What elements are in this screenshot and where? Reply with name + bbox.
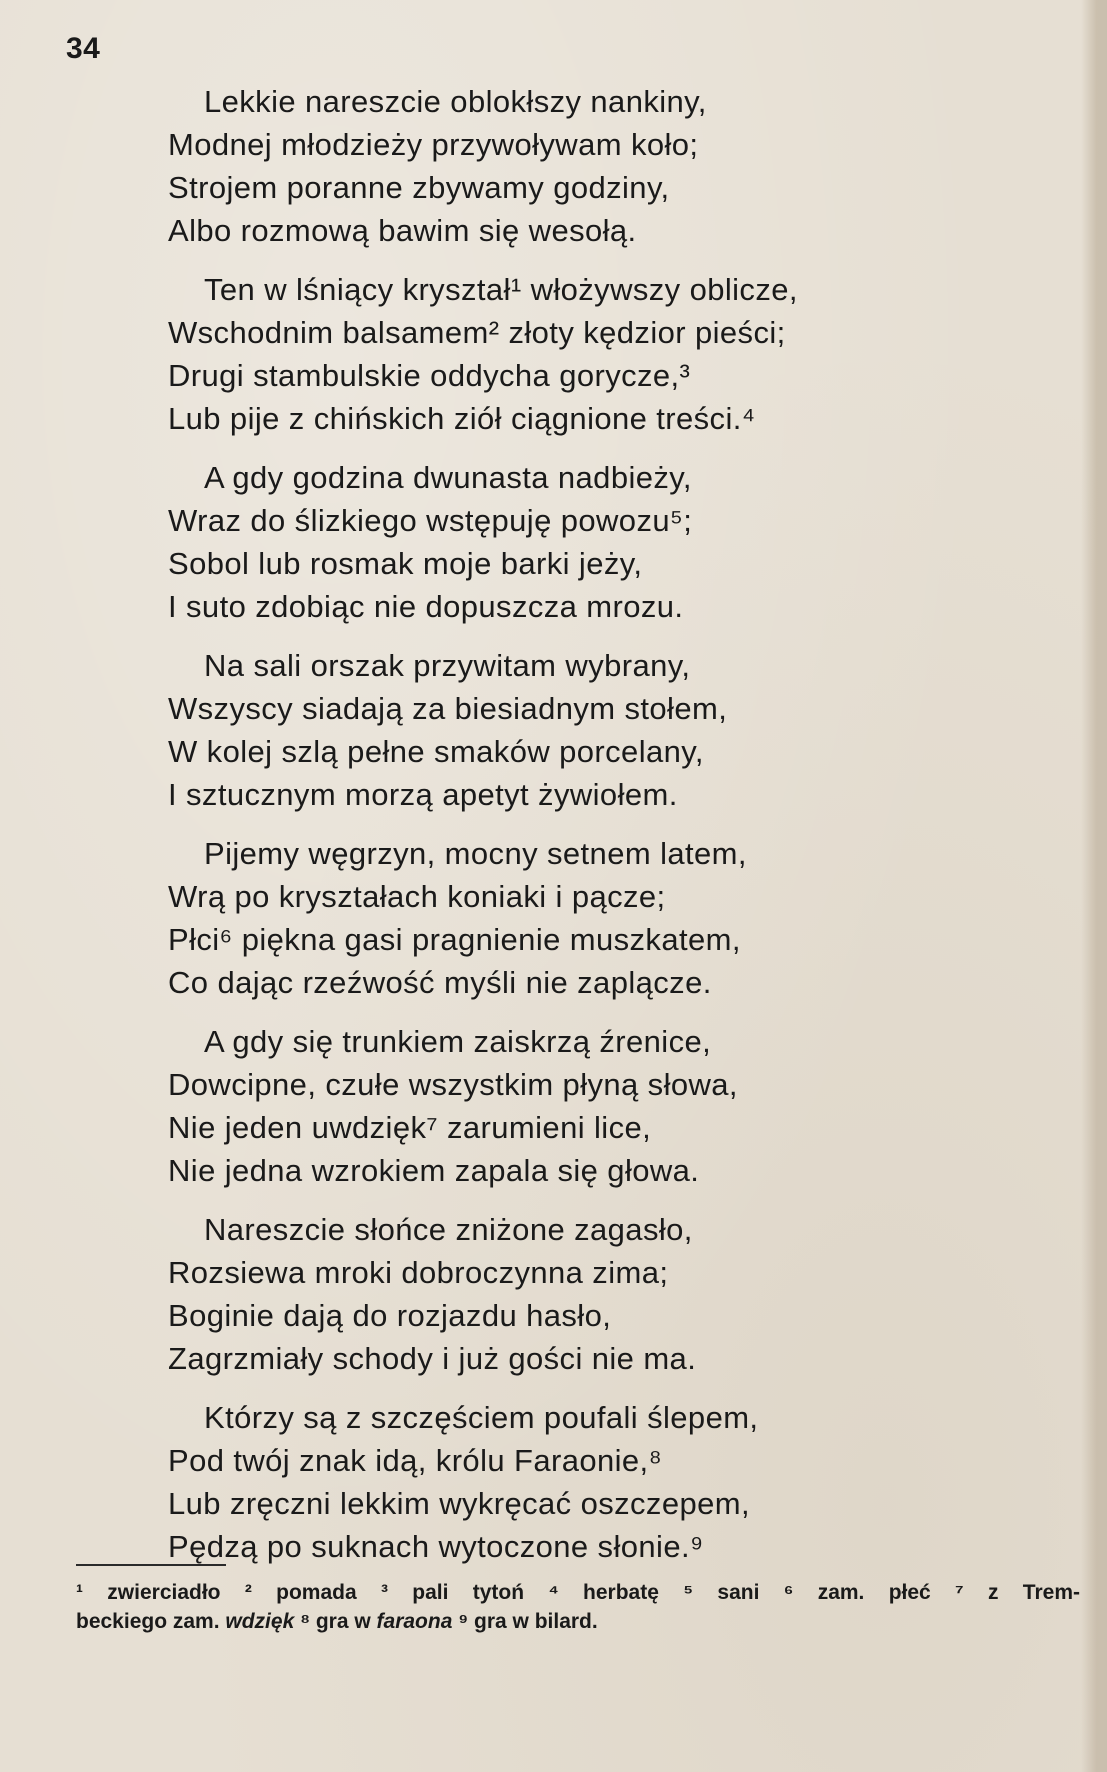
verse-line: Pędzą po suknach wytoczone słonie.⁹ — [168, 1529, 704, 1564]
verse-line: Sobol lub rosmak moje barki jeży, — [168, 546, 643, 581]
verse-line: Którzy są z szczęściem poufali ślepem, — [204, 1400, 759, 1435]
verse-line: A gdy się trunkiem zaiskrzą źrenice, — [204, 1024, 712, 1059]
verse-line: Lekkie nareszcie oblokłszy nankiny, — [204, 84, 707, 119]
verse-line: Nareszcie słońce zniżone zagasło, — [204, 1212, 693, 1247]
footnote-text: ⁹ gra w bilard. — [452, 1610, 598, 1633]
stanza-gap — [168, 1380, 1048, 1396]
stanza-4 — [168, 644, 1048, 816]
verse-line: I suto zdobiąc nie dopuszcza mrozu. — [168, 589, 684, 624]
stanza-8 — [168, 1396, 1048, 1568]
poem — [168, 80, 1048, 1568]
verse-line: Nie jeden uwdzięk⁷ zarumieni lice, — [168, 1110, 652, 1145]
stanza-5 — [168, 832, 1048, 1004]
footnote-italic-term: faraona — [376, 1610, 453, 1633]
verse-line: Rozsiewa mroki dobroczynna zima; — [168, 1255, 669, 1290]
verse-line: I sztucznym morzą apetyt żywiołem. — [168, 777, 678, 812]
stanza-3 — [168, 456, 1048, 628]
footnote-line-1: ¹ zwierciadło ² pomada ³ pali tytoń ⁴ herbatę ⁵ sani ⁶ zam. płeć ⁷ z Trem- — [76, 1581, 1080, 1604]
footnotes — [76, 1578, 1086, 1636]
verse-line: Drugi stambulskie oddycha gorycze,³ — [168, 358, 691, 393]
verse-line: Nie jedna wzrokiem zapala się głowa. — [168, 1153, 700, 1188]
stanza-gap — [168, 440, 1048, 456]
verse-line: Wraz do ślizkiego wstępuję powozu⁵; — [168, 503, 693, 538]
verse-line: Albo rozmową bawim się wesołą. — [168, 213, 637, 248]
footnote-divider — [76, 1564, 226, 1566]
verse-line: Pod twój znak idą, królu Faraonie,⁸ — [168, 1443, 663, 1478]
stanza-6 — [168, 1020, 1048, 1192]
verse-line: Modnej młodzieży przywoływam koło; — [168, 127, 699, 162]
stanza-1 — [168, 80, 1048, 252]
stanza-2 — [168, 268, 1048, 440]
verse-line: Boginie dają do rozjazdu hasło, — [168, 1298, 612, 1333]
verse-line: Wszyscy siadają za biesiadnym stołem, — [168, 691, 728, 726]
verse-line: Na sali orszak przywitam wybrany, — [204, 648, 691, 683]
stanza-gap — [168, 252, 1048, 268]
page-edge-shadow — [1081, 0, 1107, 1772]
verse-line: Wschodnim balsamem² złoty kędzior pieści; — [168, 315, 786, 350]
stanza-gap — [168, 816, 1048, 832]
footnote-italic-term: wdzięk — [225, 1610, 295, 1633]
verse-line: Pijemy węgrzyn, mocny setnem latem, — [204, 836, 747, 871]
verse-line: Strojem poranne zbywamy godziny, — [168, 170, 670, 205]
footnote-line-2 — [76, 1607, 1086, 1636]
verse-line: Wrą po kryształach koniaki i pącze; — [168, 879, 666, 914]
verse-line: Lub zręczni lekkim wykręcać oszczepem, — [168, 1486, 750, 1521]
verse-line: Co dając rzeźwość myśli nie zaplącze. — [168, 965, 712, 1000]
verse-line: Zagrzmiały schody i już gości nie ma. — [168, 1341, 697, 1376]
stanza-gap — [168, 628, 1048, 644]
verse-line: Dowcipne, czułe wszystkim płyną słowa, — [168, 1067, 738, 1102]
stanza-gap — [168, 1004, 1048, 1020]
verse-line: Lub pije z chińskich ziół ciągnione treści.⁴ — [168, 401, 756, 436]
verse-line: W kolej szlą pełne smaków porcelany, — [168, 734, 704, 769]
footnote-text: beckiego zam. — [76, 1610, 226, 1633]
verse-line: Płci⁶ piękna gasi pragnienie muszkatem, — [168, 922, 741, 957]
stanza-gap — [168, 1192, 1048, 1208]
footnote-text: ⁸ gra w — [294, 1610, 377, 1633]
verse-line: Ten w lśniący kryształ¹ włożywszy oblicze, — [204, 272, 798, 307]
page-number: 34 — [66, 32, 101, 65]
verse-line: A gdy godzina dwunasta nadbieży, — [204, 460, 692, 495]
stanza-7 — [168, 1208, 1048, 1380]
